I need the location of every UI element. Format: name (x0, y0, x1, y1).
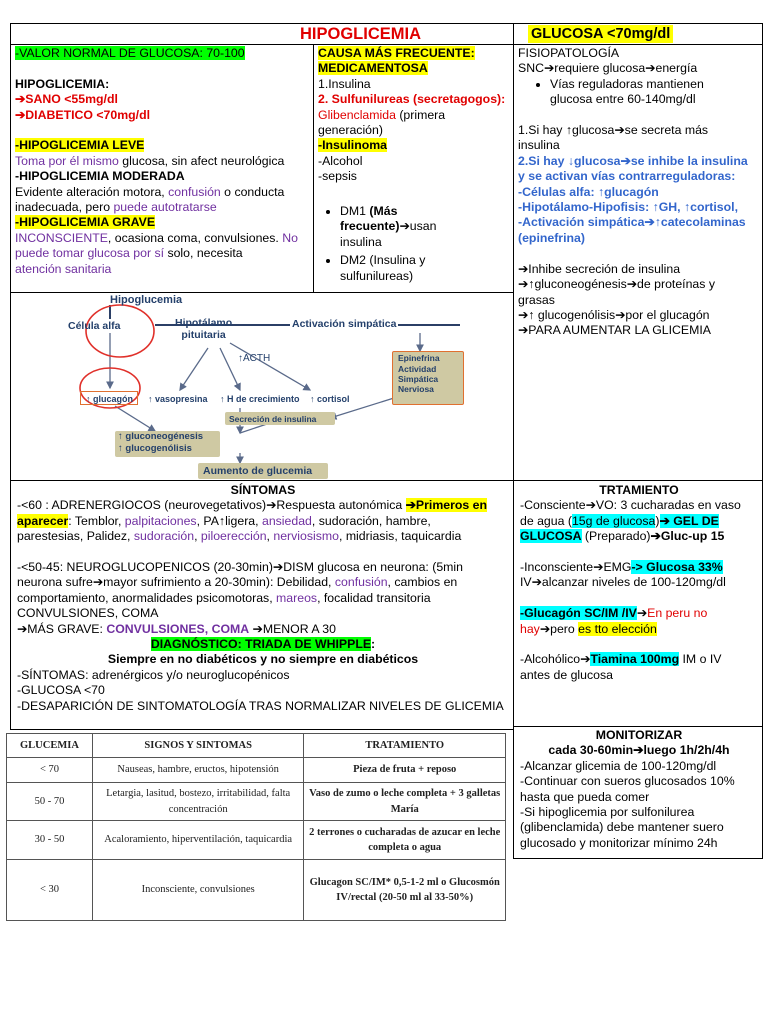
diagram-cortisol: ↑ cortisol (310, 394, 350, 404)
table-header: TRATAMIENTO (304, 734, 506, 758)
sintoma-text: parestesias, Palidez, (17, 529, 134, 544)
monitorizar-text: -Continuar con sueros glucosados 10% (520, 774, 735, 789)
tratamiento-text: de agua ( (520, 513, 572, 528)
hipo-title: HIPOGLICEMIA: (15, 76, 110, 91)
sintoma-text: ➔MÁS GRAVE: (17, 621, 107, 636)
monitorizar-section (514, 727, 762, 858)
sintoma-text: sudoración (133, 529, 195, 544)
diagram-gluconeo (118, 431, 203, 455)
diagram-label: Actividad (398, 364, 437, 374)
leve-text: Toma por él mismo (15, 153, 119, 168)
tratamiento-text: IV➔alcanzar niveles de 100-120mg/dl (520, 575, 726, 590)
causas-section (314, 45, 513, 292)
tratamiento-text: -Consciente➔VO: 3 cucharadas en vaso (520, 498, 741, 513)
dm2-text: sulfunilureas) (340, 268, 414, 283)
table-row (7, 821, 506, 860)
causa-item: -sepsis (318, 169, 357, 184)
monitorizar-text: hasta que pueda comer (520, 789, 650, 804)
causa-item: -Insulinoma (318, 138, 388, 153)
tratamiento-text: ➔ (636, 606, 648, 621)
table-cell: 30 - 50 (7, 821, 93, 860)
grave-text: No (282, 230, 298, 245)
table-row (7, 860, 506, 921)
grid-line (513, 858, 763, 859)
tratamiento-text: 15g de glucosa (571, 513, 656, 528)
sintomas-section (11, 482, 513, 729)
sintoma-text: aparecer (17, 513, 69, 528)
fisio-text: -Células alfa: ↑glucagón (518, 184, 659, 199)
sintoma-text: , (266, 529, 274, 544)
diagnostico-item: -DESAPARICIÓN DE SINTOMATOLOGÍA TRAS NORMALIZAR NIVELES DE GLICEMIA (17, 698, 504, 713)
table-cell: 50 - 70 (7, 782, 93, 821)
glucemia-table (6, 733, 506, 921)
sintoma-text: confusión (334, 575, 388, 590)
diagram-acth: ↑ACTH (238, 353, 271, 364)
grave-text: atención sanitaria (15, 261, 112, 276)
tratamiento-text: antes de glucosa (520, 667, 613, 682)
tratamiento-text: es tto elección (578, 621, 657, 636)
tratamiento-text: -Glucagón SC/IM /IV (520, 606, 637, 621)
fisio-text: grasas (518, 292, 555, 307)
tratamiento-section (514, 482, 762, 726)
diagram-actividad (398, 364, 438, 394)
sintoma-text: , sudoración, hambre, (311, 513, 431, 528)
table-cell: Vaso de zumo o leche completa + 3 galletas María (304, 782, 506, 821)
table-header: SIGNOS Y SINTOMAS (92, 734, 304, 758)
list-item (340, 253, 509, 284)
table-cell: < 70 (7, 758, 93, 782)
diagram-vasopresina: ↑ vasopresina (148, 394, 208, 404)
fisio-text: y se activan vías contrarreguladoras: (518, 169, 736, 184)
table-row (7, 782, 506, 821)
diagram-label: Nerviosa (398, 384, 434, 394)
mod-text: inadecuada, pero (15, 200, 114, 215)
grid-line (10, 729, 513, 730)
tratamiento-text: GLUCOSA (520, 529, 582, 544)
fisio-text: -Hipotálamo-Hipofisis: ↑GH, ↑cortisol, (518, 200, 738, 215)
diagram-label: ↑ glucogenólisis (118, 443, 192, 454)
diagnostico-item: -SÍNTOMAS: adrenérgicos y/o neuroglucopénicos (17, 667, 290, 682)
sintoma-text: ➔Primeros en (405, 498, 487, 513)
fisio-text: ➔Inhibe secreción de insulina (518, 261, 681, 276)
table-cell: 2 terrones o cucharadas de azucar en leche completa o agua (304, 821, 506, 860)
list-item (550, 77, 758, 108)
sintoma-text: , focalidad transitoria (317, 590, 431, 605)
fisio-text: Vías reguladoras mantienen (550, 76, 704, 91)
sintoma-text: ➔MENOR A 30 (249, 621, 336, 636)
tratamiento-title: TRTAMIENTO (599, 483, 679, 497)
fisio-title: FISIOPATOLOGÍA (518, 46, 620, 60)
table-cell: < 30 (7, 860, 93, 921)
sintoma-text: -<60 : ADRENERGIOCOS (neurovegetativos)➔Respuesta autonómica (17, 498, 406, 513)
diagram-secrecion: Secreción de insulina (229, 414, 317, 424)
normal-value: -VALOR NORMAL DE GLUCOSA: 70-100 (15, 46, 245, 60)
fisio-text: -Activación simpática➔↑catecolaminas (518, 215, 746, 230)
dm2-text: DM2 (Insulina y (340, 253, 426, 268)
diagram-glucagon: ↑ glucagón (86, 394, 133, 404)
table-row (7, 758, 506, 782)
fisio-text: ➔PARA AUMENTAR LA GLICEMIA (518, 323, 711, 338)
sintoma-text: , cambios en (387, 575, 458, 590)
diagnostico-item: -GLUCOSA <70 (17, 683, 105, 698)
dm1-text: DM1 (340, 204, 370, 219)
monitorizar-text: -Si hipoglicemia por sulfonilurea (520, 805, 695, 820)
sintoma-text: , midriasis, taquicardia (338, 529, 462, 544)
diagram-epinefrina: Epinefrina (398, 353, 440, 363)
fisio-text: ➔↑gluconeogénesis➔de proteínas y (518, 277, 715, 292)
causa-item: -Alcohol (318, 153, 363, 168)
diagram-hipotalamo (175, 317, 232, 341)
fisiopatologia-section (514, 45, 762, 480)
tratamiento-text: Tiamina 100mg (590, 652, 680, 667)
causa-title: MEDICAMENTOSA (318, 61, 428, 76)
table-cell: Acaloramiento, hiperventilación, taquicardia (92, 821, 304, 860)
diagnostico-title: : (371, 637, 376, 652)
sintoma-text: CONVULSIONES, COMA (17, 606, 159, 621)
diagram-label: pituitaria (181, 329, 226, 341)
diagram-hipoglucemia: Hipoglucemia (110, 294, 183, 306)
fisio-text: glucosa entre 60-140mg/dl (550, 92, 696, 107)
table-cell: Inconsciente, convulsiones (92, 860, 304, 921)
sintoma-text: CONVULSIONES, COMA (106, 621, 250, 636)
grave-text: , ocasiona coma, convulsiones. (107, 230, 283, 245)
fisio-text: 2.Si hay ↓glucosa➔se inhibe la insulina (518, 153, 748, 168)
sano-value: ➔SANO <55mg/dl (15, 92, 118, 107)
tratamiento-text: IM o IV (679, 652, 722, 667)
grave-title: -HIPOGLICEMIA GRAVE (15, 215, 156, 230)
tratamiento-text: ) (655, 513, 660, 528)
page-title: HIPOGLICEMIA (300, 25, 422, 43)
causa-item: Glibenclamida (318, 107, 396, 122)
mod-text: puede autotratarse (113, 200, 217, 215)
sintoma-text: : Temblor, (68, 513, 125, 528)
diabetico-value: ➔DIABETICO <70mg/dl (15, 107, 151, 122)
sintoma-text: neurona sufre➔mayor sufrimiento a 20-30min): Debilidad, (17, 575, 335, 590)
fisio-text: 1.Si hay ↑glucosa➔se secreta más (518, 123, 709, 138)
mod-text: o conducta (220, 184, 285, 199)
fisio-text: SNC➔requiere glucosa➔energía (518, 61, 698, 76)
leve-text: glucosa, sin afect neurológica (118, 153, 285, 168)
causa-item: 1.Insulina (318, 76, 371, 91)
fisio-text: insulina (518, 138, 560, 153)
grave-text: solo, necesita (164, 246, 243, 261)
table-cell: Letargia, lasitud, bostezo, irritabilidad, falta concentración (92, 782, 304, 821)
list-item (340, 204, 509, 250)
grave-text: puede tomar glucosa por sí (15, 246, 165, 261)
monitorizar-text: glucosado y monitorizar mínimo 24h (520, 835, 718, 850)
causa-item: 2. Sulfunilureas (secretagogos): (318, 92, 506, 107)
tratamiento-text: ➔pero (539, 621, 579, 636)
sintoma-text: comportamiento, anormalidades psicomotoras, (17, 590, 277, 605)
diagram-activacion: Activación simpática (290, 317, 398, 332)
diagram-aumento: Aumento de glucemia (203, 465, 313, 477)
tratamiento-text: hay (520, 621, 540, 636)
table-cell: Glucagon SC/IM* 0,5-1-2 ml o Glucosmón IV/rectal (20-50 ml al 33-50%) (304, 860, 506, 921)
sintoma-text: palpitaciones (124, 513, 197, 528)
monitorizar-title: MONITORIZAR (595, 728, 683, 742)
fisio-text: (epinefrina) (518, 230, 585, 245)
grave-text: INCONSCIENTE (15, 230, 108, 245)
fisio-text: ➔↑ glucogenólisis➔por el glucagón (518, 307, 710, 322)
hormonal-response-diagram (60, 293, 470, 480)
causa-title: CAUSA MÁS FRECUENTE: (318, 46, 475, 60)
glucemia-table-container (6, 733, 508, 923)
table-header: GLUCEMIA (7, 734, 93, 758)
table-cell: Pieza de fruta + reposo (304, 758, 506, 782)
dm1-text: (Más (369, 204, 398, 219)
sintomas-title: SÍNTOMAS (230, 483, 296, 497)
sintoma-text: , (194, 529, 201, 544)
grid-line (10, 480, 763, 481)
dm1-text: insulina (340, 234, 382, 249)
tratamiento-text: -Alcohólico➔ (520, 652, 591, 667)
sintoma-text: mareos (276, 590, 318, 605)
tratamiento-text: ➔ GEL DE (659, 513, 719, 528)
grid-line (762, 23, 763, 859)
diagram-h-crecimiento: ↑ H de crecimiento (220, 394, 300, 404)
sintoma-text: , PA↑ligera, (196, 513, 262, 528)
diagram-label: Hipotálamo (175, 317, 233, 329)
diagram-label: Simpática (398, 374, 439, 384)
hipoglicemia-levels (11, 45, 313, 292)
monitorizar-text: -Alcanzar glicemia de 100-120mg/dl (520, 758, 717, 773)
sintoma-text: piloerección (200, 529, 267, 544)
monitorizar-text: (glibenclamida) debe mantener suero (520, 820, 724, 835)
mod-text: confusión (168, 184, 221, 199)
sintoma-text: -<50-45: NEUROGLUCOPENICOS (20-30min)➔DISM glucosa en neurona: (5min (17, 560, 463, 575)
moderada-title: -HIPOGLICEMIA MODERADA (15, 169, 185, 184)
diagram-celula-alfa: Célula alfa (68, 320, 121, 332)
mod-text: Evidente alteración motora, (15, 184, 169, 199)
diagnostico-subtitle: Siempre en no diabéticos y no siempre en diabéticos (107, 652, 419, 667)
tratamiento-text: ➔Gluc-up 15 (650, 529, 725, 544)
sintoma-text: ansiedad (261, 513, 312, 528)
monitorizar-subtitle: cada 30-60min➔luego 1h/2h/4h (548, 743, 730, 758)
diagnostico-title: DIAGNÓSTICO: TRIADA DE WHIPPLE (150, 637, 372, 652)
causa-item: generación) (318, 123, 383, 138)
dm1-text: ➔usan (399, 219, 437, 234)
sintoma-text: nerviosismo (273, 529, 339, 544)
tratamiento-text: (Preparado) (581, 529, 651, 544)
tratamiento-text: -> Glucosa 33% (631, 560, 723, 575)
tratamiento-text: -Inconsciente➔EMG (520, 560, 632, 575)
glucosa-threshold: GLUCOSA <70mg/dl (528, 25, 673, 43)
dm1-text: frecuente) (340, 219, 400, 234)
tratamiento-text: En peru no (647, 606, 708, 621)
diagram-label: ↑ gluconeogénesis (118, 431, 203, 442)
causa-item: (primera (395, 107, 446, 122)
table-cell: Nauseas, hambre, eructos, hipotensión (92, 758, 304, 782)
leve-title: -HIPOGLICEMIA LEVE (15, 138, 145, 153)
